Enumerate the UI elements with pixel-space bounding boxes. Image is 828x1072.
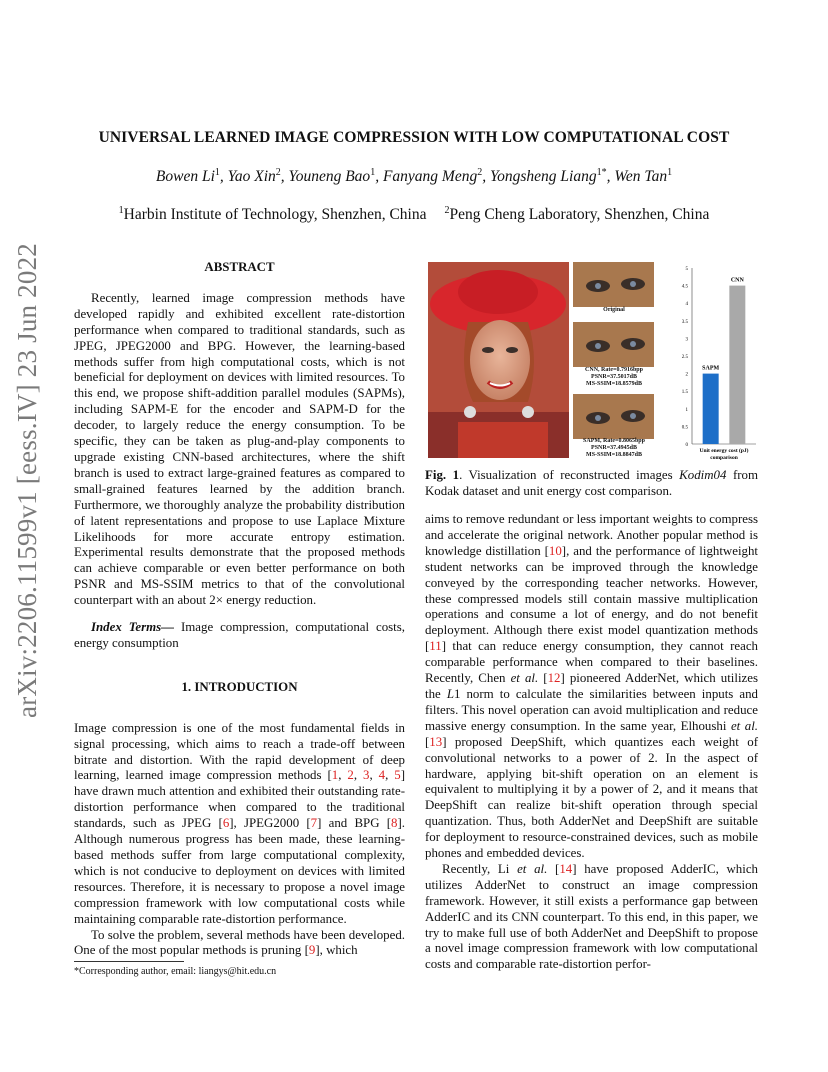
left-column — [74, 258, 405, 959]
abstract-text: Recently, learned image compression methods have developed rapidly and exhibited excellent rate-distortion performance when compared to traditional standards, such as JPEG, JPEG2000 and BPG. However, the learning-based methods suffer from high computational costs, which is not beneficial for deployment on devices with limited resources. To this end, we propose shift-addition parallel modules (SAPMs), including SAPM-E for the encoder and SAPM-D for the decoder, to largely reduce the energy consumption. To be specific, they can be taken as plug-and-play components to upgrade existing CNN-based architectures, where the shift branch is used to extract large-grained features as compared to small-grained features learned by the addition branch. Furthermore, we thoroughly analyze the probability distribution of latent representations and propose to use Laplace Mixture Likelihoods for more accurate entropy estimation. Experimental results demonstrate that the proposed methods can achieve comparable or even better performance on both PSNR and MS-SSIM metrics to that of the convolutional counterpart with an about 2× energy reduction. — [74, 290, 405, 608]
crop-cnn — [573, 322, 654, 367]
y-tick-label: 5 — [685, 267, 688, 272]
citation-link[interactable]: 8 — [391, 816, 398, 831]
intro-paragraph-1: Image compression is one of the most fundamental fields in signal processing, which aims to reach a trade-off between bitrate and distortion. With the rapid development of deep learning, learned image compression methods [1, 2, 3, 4, 5] have drawn much attention and exhibited their outstanding rate-distortion performance when compared to the traditional standards, such as JPEG [6], JPEG2000 [7] and BPG [8]. Although numerous progress has been made, these learning-based methods suffer from large computational complexity, which is not conducive to deployment on devices with limited resources. Therefore, it is necessary to propose a novel image compression framework with low computational costs while maintaining comparable rate-distortion performance. — [74, 720, 405, 926]
crop-original — [573, 262, 654, 307]
citation-link[interactable]: 1 — [331, 768, 339, 783]
footnote: *Corresponding author, email: liangys@hit.edu.cn — [74, 966, 277, 977]
author-list: Bowen Li$^1$, Yao Xin$^2$, Youneng Bao$^1$, Fanyang Meng$^2$, Yongsheng Liang$^{1*}$, Wen Tan$^1$ — [155, 167, 673, 186]
bar-cnn — [729, 286, 745, 444]
crop-caption-sapm: SAPM, Rate=0.8065bpp PSNR=37.4945dB MS-SSIM=18.8847dB — [583, 438, 645, 458]
citation-link[interactable]: 13 — [429, 734, 443, 749]
affiliations: $^1$Harbin Institute of Technology, Shenzhen, China $^2$Peng Cheng Laboratory, Shenzhen, China — [118, 205, 710, 224]
author-name: Bowen Li$^1$ — [155, 167, 220, 186]
abstract-heading: ABSTRACT — [204, 260, 275, 274]
affiliation: Harbin Institute of Technology, Shenzhen, China — [123, 206, 427, 224]
crop-caption-original: Original — [603, 307, 625, 313]
citation-link[interactable]: 6 — [222, 816, 230, 831]
y-tick-label: 0.5 — [681, 425, 688, 431]
y-tick-label: 2.5 — [681, 355, 688, 360]
intro-heading: 1. INTRODUCTION — [181, 679, 298, 694]
author-name: Youneng Bao$^1$ — [288, 167, 376, 186]
figure-caption: Fig. 1. Visualization of reconstructed images Kodim04 from Kodak dataset and unit energy cost comparison. — [425, 468, 759, 498]
author-name: Yao Xin$^2$ — [227, 167, 281, 186]
citation-link[interactable]: 14 — [559, 861, 573, 876]
author-name: Wen Tan$^1$ — [614, 167, 673, 186]
right-paragraph-1: aims to remove redundant or less important weights to compress and accelerate the original network. Another popular method is knowledge distillation [10], and the performance of lightweight student networks can be improved through the knowledge conveyed by the corresponding teacher networks. However, these compressed models still contain massive multiplication operations and consume a lot of energy, and do not benefit deployment. Although there exist model quantization methods [11] that can reduce energy consumption, they cannot reach comparable performance when compared to their baselines. Recently, Chen et al. [12] pioneered AdderNet, which utilizes the L1 norm to calculate the similarities between inputs and filters. This novel operation can avoid multiplication and reduce massive energy consumption. In the same year, Elhoushi et al. [13] proposed DeepShift, which quantizes each weight of convolutional networks to a power of 2. In the aspect of hardware, applying bit-shift operation on an element is equivalent to multiplying it by a power of 2, and it means that DeepShift can realize bit-shift operation through special quantization. Thus, both AdderNet and DeepShift are suitable for deployment to resource-constrained devices, such as mobile phones and embedded devices. — [425, 512, 758, 861]
y-tick-label: 1 — [685, 407, 688, 413]
right-column — [425, 512, 758, 973]
y-tick-label: 0 — [685, 443, 688, 448]
affiliation: Peng Cheng Laboratory, Shenzhen, China — [449, 206, 710, 224]
intro-paragraph-2: To solve the problem, several methods have been developed. One of the most popular methods is pruning [9], which — [74, 927, 405, 958]
index-terms — [74, 620, 405, 652]
x-axis-label-line2: comparison — [710, 455, 738, 461]
index-terms-text: Image compression, computational costs, energy consumption — [74, 620, 405, 650]
author-name: Yongsheng Liang$^{1*}$ — [489, 167, 607, 186]
y-tick-label: 4 — [685, 302, 688, 308]
crop-caption-cnn: CNN, Rate=0.7916bpp PSNR=37.5017dB MS-SSIM=18.8579dB — [585, 367, 643, 387]
right-paragraph-2: Recently, Li et al. [14] have proposed AdderIC, which utilizes AdderNet to construct an image compression framework. However, it still exists a performance gap between AdderIC and its CNN counterpart. To this end, in this paper, we try to make full use of both AdderNet and DeepShift to propose a novel image compression framework with low computational costs and comparable rate-distortion perfor- — [425, 861, 758, 972]
y-tick-label: 1.5 — [681, 390, 688, 396]
citation-link[interactable]: 2 — [347, 768, 354, 783]
citation-link[interactable]: 11 — [429, 639, 442, 654]
index-terms-label: Index Terms— — [91, 620, 175, 635]
citation-link[interactable]: 3 — [362, 768, 370, 783]
citation-link[interactable]: 10 — [548, 543, 562, 558]
paper-title: UNIVERSAL LEARNED IMAGE COMPRESSION WITH LOW COMPUTATIONAL COST — [98, 129, 730, 146]
y-tick-label: 3.5 — [681, 319, 688, 325]
energy-bar-chart — [672, 262, 762, 462]
y-tick-label: 4.5 — [681, 284, 688, 290]
author-name: Fanyang Meng$^2$ — [382, 167, 483, 186]
footnote-rule — [74, 961, 184, 962]
y-tick-label: 3 — [685, 337, 688, 343]
citation-link[interactable]: 9 — [308, 943, 316, 958]
y-tick-label: 2 — [685, 372, 688, 378]
bar-label-sapm: SAPM — [702, 365, 720, 372]
bar-sapm — [703, 374, 719, 444]
arxiv-stamp: arXiv:2206.11599v1 [eess.IV] 23 Jun 2022 — [11, 242, 42, 718]
figure-1 — [428, 262, 758, 462]
crop-sapm — [573, 394, 654, 439]
citation-link[interactable]: 7 — [310, 816, 318, 831]
citation-link[interactable]: 4 — [378, 768, 386, 783]
portrait-photo — [428, 262, 569, 458]
bar-label-cnn: CNN — [730, 277, 744, 284]
x-axis-label-line1: Unit energy cost (pJ) — [699, 448, 749, 454]
citation-link[interactable]: 5 — [394, 768, 401, 783]
citation-link[interactable]: 12 — [547, 671, 561, 686]
